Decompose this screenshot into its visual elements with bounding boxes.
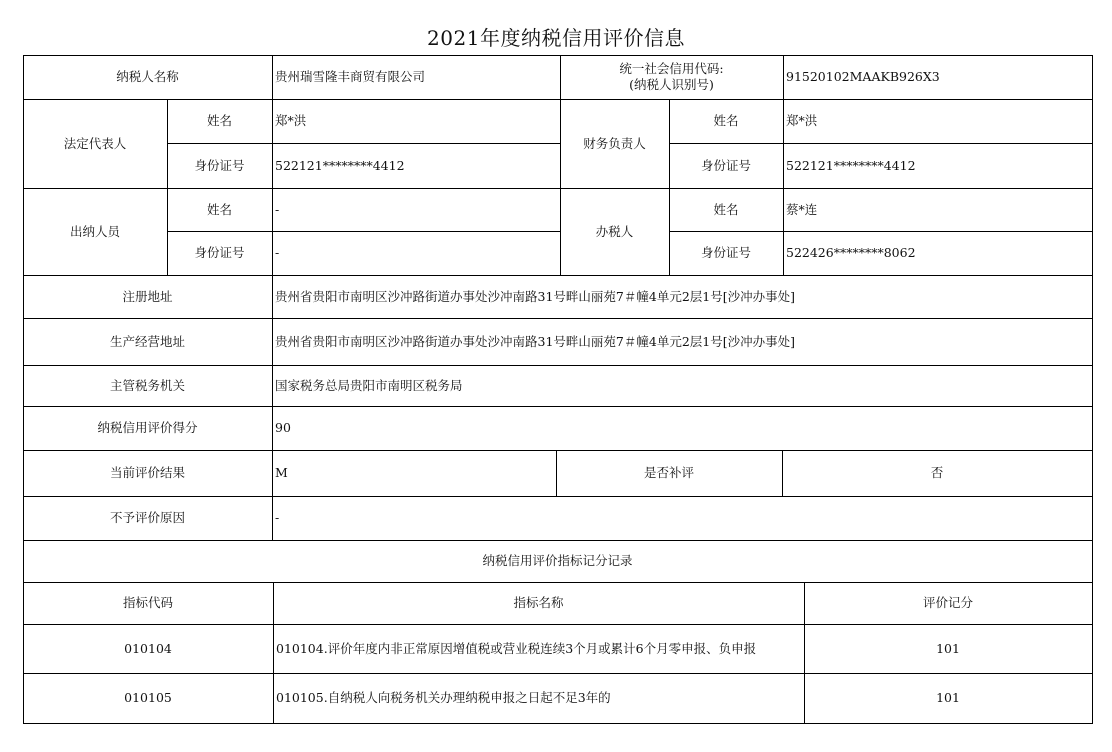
record-name: 010105.自纳税人向税务机关办理纳税申报之日起不足3年的 [276, 690, 611, 706]
cashier-id: - [275, 245, 280, 261]
registered-address-value: 贵州省贵阳市南明区沙冲路街道办事处沙冲南路31号畔山丽苑7＃幢4单元2层1号[沙冲办事处] [275, 288, 795, 304]
records-header-name: 指标名称 [513, 595, 564, 611]
records-header-score: 评价记分 [922, 595, 973, 611]
cashier-name-label: 姓名 [206, 201, 232, 217]
business-address-label: 生产经营地址 [109, 333, 185, 349]
credit-code-label [560, 55, 783, 99]
finance-head-id-label: 身份证号 [700, 157, 751, 173]
taxpayer-name-value: 贵州瑞雪隆丰商贸有限公司 [275, 69, 426, 85]
tax-agent-label: 办税人 [595, 223, 634, 239]
finance-head-name: 郑*洪 [786, 113, 818, 129]
registered-address-label: 注册地址 [122, 288, 173, 304]
no-eval-reason-label: 不予评价原因 [109, 510, 185, 526]
supplement-value: 否 [930, 465, 944, 481]
score-value: 90 [275, 420, 291, 436]
credit-code-value: 91520102MAAKB926X3 [786, 69, 940, 85]
record-code: 010104 [124, 640, 172, 656]
legal-rep-name: 郑*洪 [275, 113, 307, 129]
finance-head-name-label: 姓名 [713, 113, 739, 129]
score-label: 纳税信用评价得分 [97, 420, 198, 436]
tax-agent-id-label: 身份证号 [700, 245, 751, 261]
finance-head-id: 522121********4412 [786, 157, 916, 173]
credit-code-label-line2: (纳税人识别号) [629, 77, 714, 92]
record-name: 010104.评价年度内非正常原因增值税或营业税连续3个月或累计6个月零申报、负申报 [276, 640, 757, 656]
tax-agent-name: 蔡*连 [786, 201, 818, 217]
taxpayer-name-label: 纳税人名称 [116, 69, 179, 85]
result-value: M [275, 465, 288, 481]
tax-agent-name-label: 姓名 [713, 201, 739, 217]
record-code: 010105 [124, 690, 172, 706]
tax-agent-id: 522426********8062 [786, 245, 916, 261]
legal-rep-label: 法定代表人 [63, 135, 127, 151]
cashier-label: 出纳人员 [69, 223, 120, 239]
finance-head-label: 财务负责人 [583, 135, 646, 151]
legal-rep-id: 522121********4412 [275, 157, 405, 173]
record-score: 101 [936, 690, 960, 706]
cashier-id-label: 身份证号 [194, 245, 245, 261]
page-title: 2021年度纳税信用评价信息 [427, 26, 685, 50]
tax-authority-value: 国家税务总局贵阳市南明区税务局 [275, 377, 463, 393]
legal-rep-name-label: 姓名 [206, 113, 232, 129]
no-eval-reason-value: - [275, 510, 280, 526]
records-section-title: 纳税信用评价指标记分记录 [482, 553, 633, 569]
records-header-code: 指标代码 [122, 595, 173, 611]
tax-authority-label: 主管税务机关 [109, 377, 185, 393]
result-label: 当前评价结果 [109, 465, 185, 481]
cashier-name: - [275, 201, 280, 217]
record-score: 101 [936, 640, 960, 656]
business-address-value: 贵州省贵阳市南明区沙冲路街道办事处沙冲南路31号畔山丽苑7＃幢4单元2层1号[沙冲办事处] [275, 333, 795, 349]
supplement-label: 是否补评 [643, 465, 694, 481]
credit-code-label-line1: 统一社会信用代码: [619, 61, 724, 77]
legal-rep-id-label: 身份证号 [194, 157, 245, 173]
